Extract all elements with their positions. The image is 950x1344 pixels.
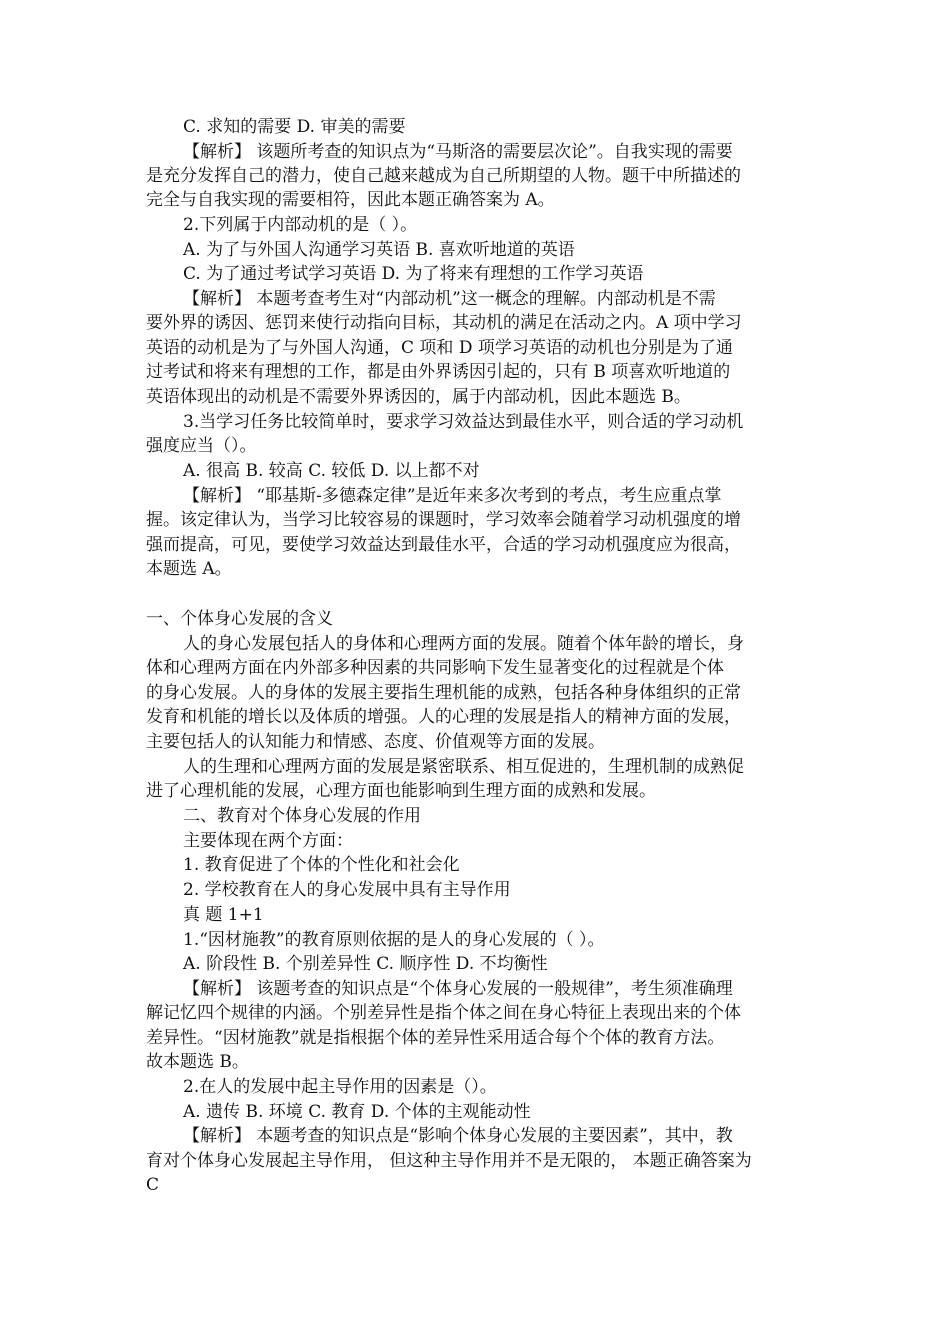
paragraph-line: 主要包括人的认知能力和情感、态度、价值观等方面的发展。 (146, 732, 605, 752)
question-line: 3.当学习任务比较简单时，要求学习效益达到最佳水平，则合适的学习动机 (183, 412, 744, 432)
question-line: 1.“因材施教”的教育原则依据的是人的身心发展的（ ）。 (183, 930, 605, 950)
list-item: 1. 教育促进了个体的个性化和社会化 (183, 855, 460, 875)
section-heading: 一、个体身心发展的含义 (146, 609, 333, 629)
text-line: 是充分发挥自己的潜力，使自己越来越成为自己所期望的人物。题干中所描述的 (146, 166, 741, 186)
options-line: A. 很高 B. 较高 C. 较低 D. 以上都不对 (183, 461, 480, 481)
options-line: A. 为了与外国人沟通学习英语 B. 喜欢听地道的英语 (183, 240, 575, 260)
paragraph-line: 人的身心发展包括人的身体和心理两方面的发展。随着个体年龄的增长，身 (183, 634, 744, 654)
text-line: 强度应当（）。 (146, 436, 257, 456)
analysis-line: 【解析】 该题考查的知识点是“个体身心发展的一般规律”，考生须准确理 (183, 979, 733, 999)
paragraph-line: 发育和机能的增长以及体质的增强。人的心理的发展是指人的精神方面的发展， (146, 707, 741, 727)
text-line: C. 求知的需要 D. 审美的需要 (183, 117, 406, 137)
analysis-line: 【解析】 本题考查考生对“内部动机”这一概念的理解。内部动机是不需 (183, 289, 716, 309)
text-line: 故本题选 B。 (146, 1052, 249, 1072)
text-line: 过考试和将来有理想的工作，都是由外界诱因引起的，只有 B 项喜欢听地道的 (146, 362, 731, 382)
text-line: 本题选 A。 (146, 559, 232, 579)
analysis-line: 【解析】 本题考查的知识点是“影响个体身心发展的主要因素”，其中，教 (183, 1126, 733, 1146)
text-line: 主要体现在两个方面： (183, 831, 353, 851)
text-line: 握。该定律认为，当学习比较容易的课题时，学习效率会随着学习动机强度的增 (146, 510, 741, 530)
analysis-line: 【解析】 “耶基斯-多德森定律”是近年来多次考到的考点，考生应重点掌 (183, 486, 722, 506)
subheading: 真 题 1+1 (183, 905, 264, 925)
paragraph-line: 体和心理两方面在内外部多种因素的共同影响下发生显著变化的过程就是个体 (146, 658, 724, 678)
text-line: 完全与自我实现的需要相符，因此本题正确答案为 A。 (146, 190, 555, 210)
text-line: 英语的动机是为了与外国人沟通，C 项和 D 项学习英语的动机也分别是为了通 (146, 338, 733, 358)
paragraph-line: 人的生理和心理两方面的发展是紧密联系、相互促进的，生理机制的成熟促 (183, 757, 744, 777)
text-line: 育对个体身心发展起主导作用， 但这种主导作用并不是无限的， 本题正确答案为 (146, 1151, 752, 1171)
list-item: 2. 学校教育在人的身心发展中具有主导作用 (183, 880, 511, 900)
section-heading: 二、教育对个体身心发展的作用 (183, 806, 421, 826)
options-line: A. 阶段性 B. 个别差异性 C. 顺序性 D. 不均衡性 (183, 954, 548, 974)
paragraph-line: 的身心发展。人的身体的发展主要指生理机能的成熟，包括各种身体组织的正常 (146, 683, 741, 703)
question-line: 2.在人的发展中起主导作用的因素是（）。 (183, 1077, 497, 1097)
text-line: 差异性。“因材施教”就是指根据个体的差异性采用适合每个个体的教育方法。 (146, 1028, 725, 1048)
text-line: C (146, 1175, 160, 1195)
text-line: 解记忆四个规律的内涵。个别差异性是指个体之间在身心特征上表现出来的个体 (146, 1003, 741, 1023)
text-line: 强而提高，可见，要使学习效益达到最佳水平，合适的学习动机强度应为很高， (146, 535, 741, 555)
text-line: 英语体现出的动机是不需要外界诱因的，属于内部动机，因此本题选 B。 (146, 387, 691, 407)
paragraph-line: 进了心理机能的发展，心理方面也能影响到生理方面的成熟和发展。 (146, 781, 656, 801)
question-line: 2.下列属于内部动机的是（ ）。 (183, 215, 418, 235)
options-line: A. 遗传 B. 环境 C. 教育 D. 个体的主观能动性 (183, 1102, 531, 1122)
options-line: C. 为了通过考试学习英语 D. 为了将来有理想的工作学习英语 (183, 264, 644, 284)
analysis-line: 【解析】 该题所考查的知识点为“马斯洛的需要层次论”。自我实现的需要 (183, 142, 733, 162)
text-line: 要外界的诱因、惩罚来使行动指向目标，其动机的满足在活动之内。A 项中学习 (146, 313, 742, 333)
